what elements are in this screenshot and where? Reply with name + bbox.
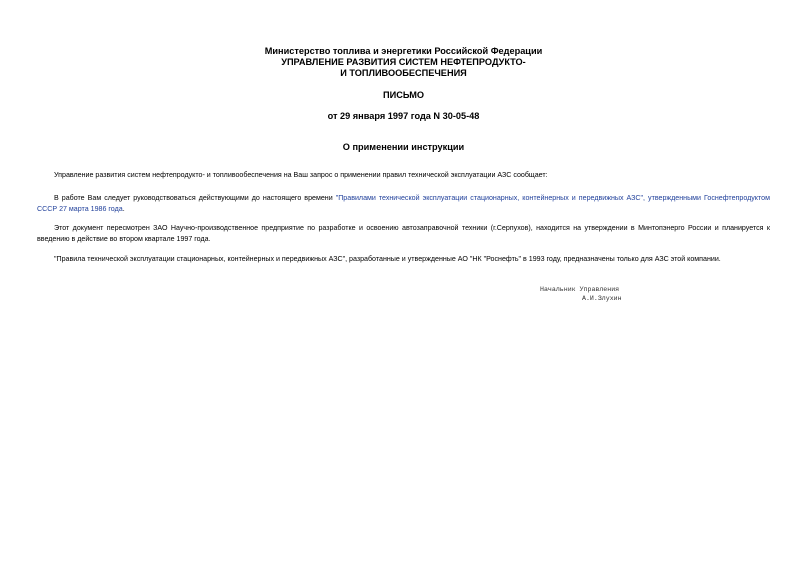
rules-1986-link[interactable]: "Правилами технической эксплуатации стационарных, контейнерных и передвижных АЗС", утвержденными Госнефтепродуктом СССР 27 марта 1986 года bbox=[37, 194, 770, 213]
document-type: ПИСЬМО bbox=[382, 90, 425, 100]
paragraph-current-rules-end: . bbox=[122, 205, 125, 213]
ministry-name: Министерство топлива и энергетики Российской Федерации bbox=[264, 46, 543, 56]
paragraph-revision: Этот документ пересмотрен ЗАО Научно-производственное предприятие по разработке и освоению автозаправочной техники (г.Серпухов), находится на утверждении в Минтопэнерго России и планируется к введению в действие во втором квартале 1997 года. bbox=[37, 224, 770, 243]
document-header bbox=[0, 46, 807, 79]
signature-block bbox=[540, 285, 622, 303]
signature-title: Начальник Управления bbox=[540, 286, 620, 293]
paragraph-intro: Управление развития систем нефтепродукто- и топливообеспечения на Ваш запрос о применении правил технической эксплуатации АЗС сообщает: bbox=[54, 171, 548, 179]
paragraph-current-rules bbox=[37, 193, 770, 215]
paragraph-current-rules-text: В работе Вам следует руководствоваться действующими до настоящего времени bbox=[54, 194, 336, 202]
document-subject: О применении инструкции bbox=[342, 142, 465, 152]
document-date-number: от 29 января 1997 года N 30-05-48 bbox=[327, 111, 480, 121]
signature-name: А.И.Злухин bbox=[582, 295, 622, 302]
department-name-line1: УПРАВЛЕНИЕ РАЗВИТИЯ СИСТЕМ НЕФТЕПРОДУКТО- bbox=[281, 57, 526, 67]
paragraph-rosneft-rules: "Правила технической эксплуатации стационарных, контейнерных и передвижных АЗС", разработанные и утвержденные АО "НК "Роснефть" в 1993 году, предназначены только для АЗС этой компании. bbox=[54, 255, 721, 263]
department-name-line2: И ТОПЛИВООБЕСПЕЧЕНИЯ bbox=[340, 68, 467, 78]
